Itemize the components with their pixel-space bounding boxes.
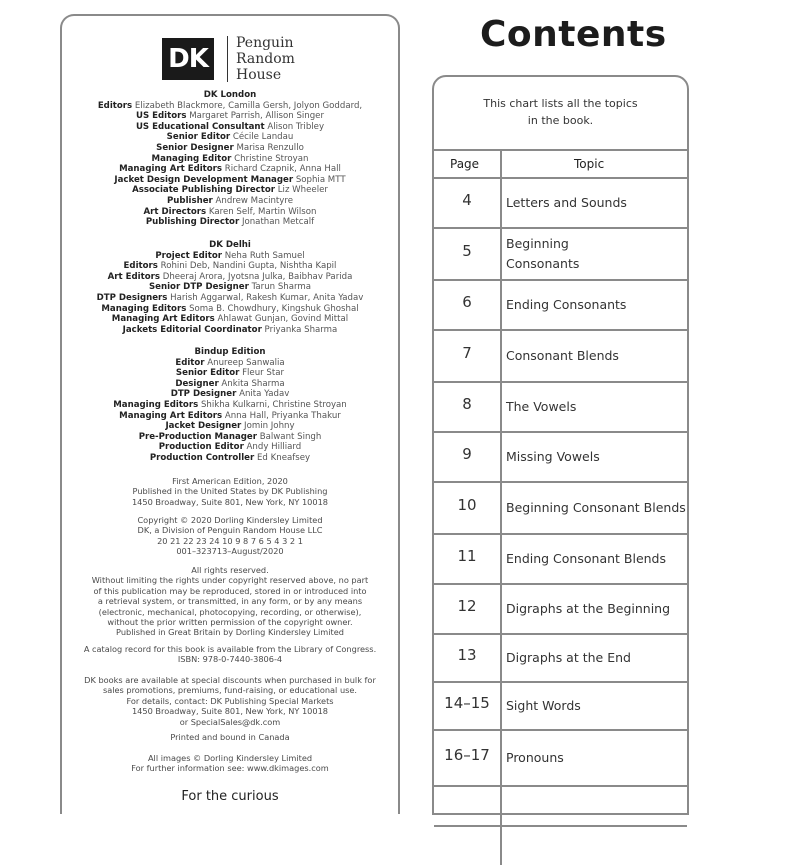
legal-line: DK books are available at special discounts when purchased in bulk for — [84, 675, 376, 685]
topic-line: Digraphs at the Beginning — [506, 601, 671, 616]
credit-role: Pre-Production Manager — [138, 431, 257, 442]
topic-line: Consonant Blends — [506, 348, 619, 363]
row-rule — [434, 279, 687, 281]
legal-line: DK, a Division of Penguin Random House LLC — [137, 525, 323, 536]
credit-row — [62, 400, 398, 411]
page-number: 13 — [457, 646, 477, 664]
legal-line: 1450 Broadway, Suite 801, New York, NY 10018 — [131, 706, 329, 717]
credit-role: Publisher — [167, 195, 213, 206]
credit-row — [62, 432, 398, 443]
special-sales-info — [62, 675, 398, 727]
column-divider — [500, 149, 502, 865]
credit-role: Jackets Editorial Coordinator — [122, 324, 262, 335]
legal-line: For further information see: www.dkimages.com — [131, 763, 329, 774]
legal-line: All rights reserved. — [191, 565, 269, 575]
credit-names: Balwant Singh — [259, 431, 322, 442]
credit-role: Production Editor — [158, 442, 244, 453]
credit-role: Editors — [97, 100, 133, 111]
credit-row — [62, 304, 398, 315]
slogan-for-the-curious: For the curious — [181, 789, 279, 804]
credit-role: Jacket Design Development Manager — [114, 174, 294, 185]
topic-line: Sight Words — [506, 698, 581, 713]
legal-line: 20 21 22 23 24 10 9 8 7 6 5 4 3 2 1 — [157, 535, 303, 546]
credit-names: Shikha Kulkarni, Christine Stroyan — [200, 399, 347, 410]
page-number: 7 — [462, 344, 472, 362]
credits-bindup-edition — [62, 347, 398, 464]
topic-name — [506, 295, 686, 315]
page-number: 6 — [462, 293, 472, 311]
credit-row — [62, 261, 398, 272]
contents-chart — [432, 75, 689, 815]
topic-name — [506, 599, 686, 619]
credit-names: Andrew Macintyre — [215, 195, 293, 206]
credit-role: US Editors — [135, 111, 187, 122]
credit-role: Managing Art Editors — [111, 314, 215, 325]
page-number: 4 — [462, 191, 472, 209]
penguin-random-house-wordmark — [236, 35, 336, 83]
row-rule — [434, 533, 687, 535]
credit-row — [62, 154, 398, 165]
legal-line: All images © Dorling Kindersley Limited — [147, 753, 313, 763]
header-bottom-rule — [434, 177, 687, 179]
topic-name — [506, 447, 686, 467]
dk-penguin-random-house-logo — [162, 36, 322, 96]
legal-line: sales promotions, premiums, fund-raising, or educational use. — [102, 685, 358, 696]
credit-names: Cécile Landau — [232, 132, 294, 143]
credits-heading: Bindup Edition — [194, 347, 266, 357]
row-rule — [434, 825, 687, 827]
topic-line: Digraphs at the End — [506, 650, 631, 665]
credit-names: Alison Tribley — [267, 121, 325, 132]
page-number: 14–15 — [444, 694, 490, 712]
credit-row — [62, 132, 398, 143]
credit-names: Ed Kneafsey — [257, 452, 311, 463]
credit-role: Production Controller — [149, 452, 255, 463]
credit-names: Harish Aggarwal, Rakesh Kumar, Anita Yadav — [170, 292, 364, 303]
page-number: 11 — [457, 547, 477, 565]
credit-row — [62, 217, 398, 228]
credit-row — [62, 122, 398, 133]
row-rule — [434, 481, 687, 483]
credit-row — [62, 442, 398, 453]
credit-row — [62, 293, 398, 304]
credit-role: Art Editors — [107, 271, 160, 282]
credit-names: Anita Yadav — [239, 389, 290, 400]
credit-row — [62, 453, 398, 464]
column-header-topic: Topic — [574, 157, 605, 171]
topic-name — [506, 193, 686, 213]
credit-row — [62, 272, 398, 283]
credits-heading: DK Delhi — [209, 240, 251, 250]
topic-line: Consonants — [506, 256, 580, 271]
credit-row — [62, 368, 398, 379]
image-credits — [62, 753, 398, 774]
credit-names: Christine Stroyan — [234, 153, 309, 164]
credit-names: Jonathan Metcalf — [241, 217, 315, 228]
legal-line: For details, contact: DK Publishing Special Markets — [126, 695, 334, 706]
credit-role: Managing Editors — [113, 399, 199, 410]
credit-row — [62, 196, 398, 207]
topic-line: Letters and Sounds — [506, 195, 627, 210]
intro-line: in the book. — [527, 114, 594, 127]
credit-names: Neha Ruth Samuel — [224, 250, 305, 261]
topic-name — [506, 748, 686, 768]
legal-line: Copyright © 2020 Dorling Kindersley Limited — [137, 515, 323, 525]
credit-role: Associate Publishing Director — [132, 185, 276, 196]
header-top-rule — [434, 149, 687, 151]
topic-line: Ending Consonant Blends — [506, 551, 667, 566]
credit-names: Rohini Deb, Nandini Gupta, Nishtha Kapil — [160, 261, 337, 272]
credit-names: Andy Hilliard — [246, 442, 302, 453]
legal-line: Published in Great Britain by Dorling Kindersley Limited — [116, 627, 344, 638]
row-rule — [434, 729, 687, 731]
contents-intro — [434, 95, 687, 129]
credit-role: US Educational Consultant — [135, 121, 265, 132]
credit-names: Ankita Sharma — [221, 378, 285, 389]
wordmark-line: Penguin — [236, 35, 294, 51]
topic-line: Pronouns — [506, 750, 564, 765]
wordmark-line: Random — [236, 51, 295, 67]
row-rule — [434, 381, 687, 383]
dk-logo: DK — [162, 38, 214, 80]
contents-title: Contents — [480, 14, 667, 55]
row-rule — [434, 227, 687, 229]
credit-role: Publishing Director — [145, 217, 240, 228]
topic-line: Beginning — [506, 236, 569, 251]
copyright-info — [62, 515, 398, 557]
row-rule — [434, 681, 687, 683]
printed-in — [62, 732, 398, 742]
row-rule — [434, 431, 687, 433]
row-rule — [434, 633, 687, 635]
row-rule — [434, 583, 687, 585]
credit-role: Managing Art Editors — [119, 410, 223, 421]
legal-line: a retrieval system, or transmitted, in any form, or by any means — [97, 596, 363, 607]
credit-role: Senior Designer — [156, 142, 234, 153]
credit-names: Elizabeth Blackmore, Camilla Gersh, Jolyon Goddard, — [134, 100, 363, 111]
credit-row — [62, 251, 398, 262]
topic-line: The Vowels — [506, 399, 577, 414]
catalog-record — [62, 644, 398, 665]
credit-row — [62, 101, 398, 112]
page-number: 8 — [462, 395, 472, 413]
legal-line: (electronic, mechanical, photocopying, recording, or otherwise), — [98, 606, 362, 617]
credit-row — [62, 282, 398, 293]
credit-row — [62, 358, 398, 369]
topic-name — [506, 234, 686, 274]
credits-heading: DK London — [203, 90, 257, 100]
credit-names: Fleur Star — [242, 368, 285, 379]
page-number: 10 — [457, 496, 477, 514]
page-number: 5 — [462, 242, 472, 260]
legal-line: Without limiting the rights under copyright reserved above, no part — [91, 575, 369, 586]
topic-line: Missing Vowels — [506, 449, 600, 464]
credit-role: DTP Designer — [170, 389, 237, 400]
legal-line: ISBN: 978-0-7440-3806-4 — [177, 654, 283, 665]
credit-names: Dheeraj Arora, Jyotsna Julka, Baibhav Parida — [162, 271, 353, 282]
wordmark-line: House — [236, 67, 282, 83]
row-rule — [434, 785, 687, 787]
credit-row — [62, 143, 398, 154]
legal-line: Published in the United States by DK Publishing — [132, 486, 328, 497]
legal-line: First American Edition, 2020 — [172, 476, 288, 486]
copyright-panel — [60, 14, 400, 814]
legal-line: or SpecialSales@dk.com — [179, 716, 281, 727]
legal-line: without the prior written permission of the copyright owner. — [107, 617, 353, 628]
credit-role: Senior DTP Designer — [148, 282, 249, 293]
credit-row — [62, 185, 398, 196]
credit-names: Ahlawat Gunjan, Govind Mittal — [217, 314, 349, 325]
credit-row — [62, 411, 398, 422]
page-number: 12 — [457, 597, 477, 615]
credit-role: Senior Editor — [166, 132, 231, 143]
credit-names: Soma B. Chowdhury, Kingshuk Ghoshal — [189, 303, 359, 314]
credit-row — [62, 207, 398, 218]
intro-line: This chart lists all the topics — [483, 97, 638, 110]
topic-name — [506, 346, 686, 366]
credit-role: Jacket Designer — [165, 421, 242, 432]
credits-dk-delhi — [62, 240, 398, 335]
legal-line: 001–323713–August/2020 — [176, 546, 284, 557]
credit-names: Margaret Parrish, Allison Singer — [189, 111, 325, 122]
topic-name — [506, 696, 686, 716]
credit-names: Priyanka Sharma — [264, 324, 338, 335]
column-header-page: Page — [450, 157, 480, 171]
row-rule — [434, 329, 687, 331]
credit-role: Editors — [123, 261, 158, 272]
credit-row — [62, 325, 398, 336]
credit-role: Designer — [175, 378, 219, 389]
page-number: 16–17 — [444, 746, 490, 764]
credit-role: DTP Designers — [96, 292, 168, 303]
credit-row — [62, 314, 398, 325]
credit-names: Liz Wheeler — [277, 185, 328, 196]
legal-line: Printed and bound in Canada — [170, 732, 290, 742]
credit-row — [62, 111, 398, 122]
credit-names: Anureep Sanwalia — [207, 357, 285, 368]
legal-line: 1450 Broadway, Suite 801, New York, NY 10018 — [131, 496, 329, 507]
credit-names: Richard Czapnik, Anna Hall — [224, 164, 341, 175]
rights-statement — [62, 565, 398, 638]
credit-row — [62, 421, 398, 432]
credit-names: Sophia MTT — [295, 174, 346, 185]
topic-line: Ending Consonants — [506, 297, 627, 312]
logo-divider — [227, 36, 228, 82]
topic-name — [506, 549, 686, 569]
credit-role: Editor — [175, 357, 205, 368]
credits-dk-london — [62, 90, 398, 228]
credit-names: Marisa Renzullo — [236, 142, 304, 153]
credit-row — [62, 164, 398, 175]
credit-row — [62, 389, 398, 400]
credit-role: Managing Editors — [101, 303, 187, 314]
edition-info — [62, 476, 398, 507]
credit-names: Jomin Johny — [244, 421, 295, 432]
topic-name — [506, 648, 686, 668]
credit-role: Art Directors — [143, 206, 207, 217]
credit-names: Anna Hall, Priyanka Thakur — [224, 410, 341, 421]
page-number: 9 — [462, 445, 472, 463]
legal-line: of this publication may be reproduced, stored in or introduced into — [93, 585, 367, 596]
credit-row — [62, 175, 398, 186]
topic-line: Beginning Consonant Blends — [506, 500, 686, 515]
credit-role: Senior Editor — [175, 368, 240, 379]
credit-role: Managing Editor — [151, 153, 232, 164]
credit-names: Karen Self, Martin Wilson — [208, 206, 317, 217]
credit-role: Project Editor — [155, 250, 222, 261]
topic-name — [506, 397, 686, 417]
credit-role: Managing Art Editors — [119, 164, 223, 175]
legal-line: A catalog record for this book is available from the Library of Congress. — [83, 644, 377, 654]
topic-name — [506, 498, 686, 518]
credit-names: Tarun Sharma — [251, 282, 312, 293]
credit-row — [62, 379, 398, 390]
